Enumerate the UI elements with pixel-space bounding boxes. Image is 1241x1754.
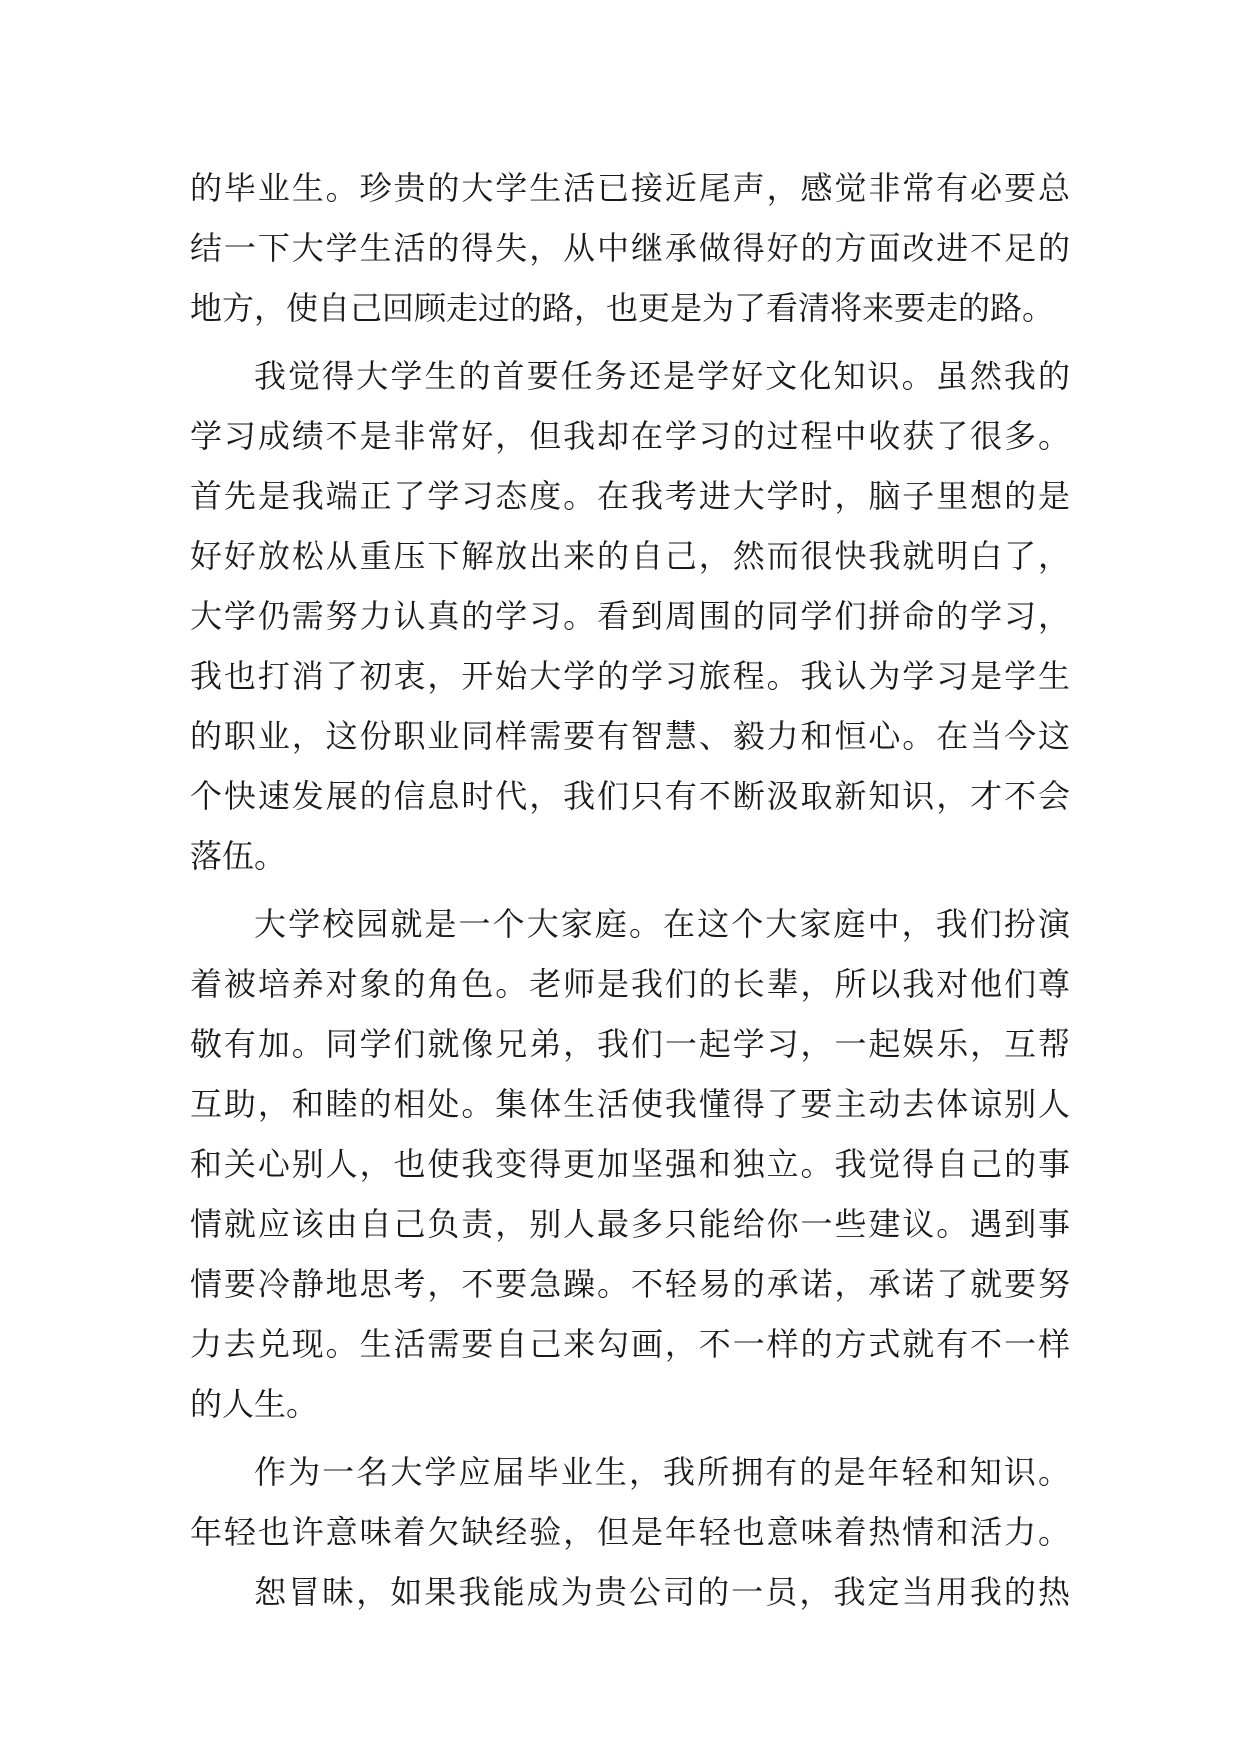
text-line: 情要冷静地思考，不要急躁。不轻易的承诺，承诺了就要努	[190, 1265, 1070, 1303]
text-line: 首先是我端正了学习态度。在我考进大学时，脑子里想的是	[190, 477, 1070, 515]
text-line: 互助，和睦的相处。集体生活使我懂得了要主动去体谅别人	[190, 1085, 1070, 1123]
text-line: 年轻也许意味着欠缺经验，但是年轻也意味着热情和活力。	[190, 1513, 1070, 1551]
text-line: 和关心别人，也使我变得更加坚强和独立。我觉得自己的事	[190, 1145, 1070, 1183]
text-line: 着被培养对象的角色。老师是我们的长辈，所以我对他们尊	[190, 965, 1070, 1003]
text-line: 我觉得大学生的首要任务还是学好文化知识。虽然我的	[254, 357, 1070, 395]
text-line: 大学校园就是一个大家庭。在这个大家庭中，我们扮演	[254, 905, 1070, 943]
text-line: 落伍。	[190, 837, 287, 875]
text-line: 我也打消了初衷，开始大学的学习旅程。我认为学习是学生	[190, 657, 1070, 695]
text-line: 个快速发展的信息时代，我们只有不断汲取新知识，才不会	[190, 777, 1070, 815]
paragraph	[190, 346, 1070, 886]
document-body	[190, 158, 1070, 1622]
text-line: 敬有加。同学们就像兄弟，我们一起学习，一起娱乐，互帮	[190, 1025, 1070, 1063]
text-line: 的毕业生。珍贵的大学生活已接近尾声，感觉非常有必要总	[190, 169, 1070, 207]
text-line: 好好放松从重压下解放出来的自己，然而很快我就明白了，	[190, 537, 1070, 575]
text-line: 大学仍需努力认真的学习。看到周围的同学们拼命的学习，	[190, 597, 1070, 635]
text-line: 学习成绩不是非常好，但我却在学习的过程中收获了很多。	[190, 417, 1070, 455]
text-line: 结一下大学生活的得失，从中继承做得好的方面改进不足的	[190, 229, 1070, 267]
text-line: 力去兑现。生活需要自己来勾画，不一样的方式就有不一样	[190, 1325, 1070, 1363]
text-line: 情就应该由自己负责，别人最多只能给你一些建议。遇到事	[190, 1205, 1070, 1243]
text-line: 恕冒昧，如果我能成为贵公司的一员，我定当用我的热	[254, 1573, 1070, 1611]
paragraph	[190, 1562, 1070, 1622]
paragraph	[190, 894, 1070, 1434]
paragraph	[190, 1442, 1070, 1562]
text-line: 的职业，这份职业同样需要有智慧、毅力和恒心。在当今这	[190, 717, 1070, 755]
text-line: 地方，使自己回顾走过的路，也更是为了看清将来要走的路。	[190, 289, 1055, 327]
paragraph	[190, 158, 1070, 338]
text-line: 作为一名大学应届毕业生，我所拥有的是年轻和知识。	[254, 1453, 1070, 1491]
text-line: 的人生。	[190, 1385, 319, 1423]
